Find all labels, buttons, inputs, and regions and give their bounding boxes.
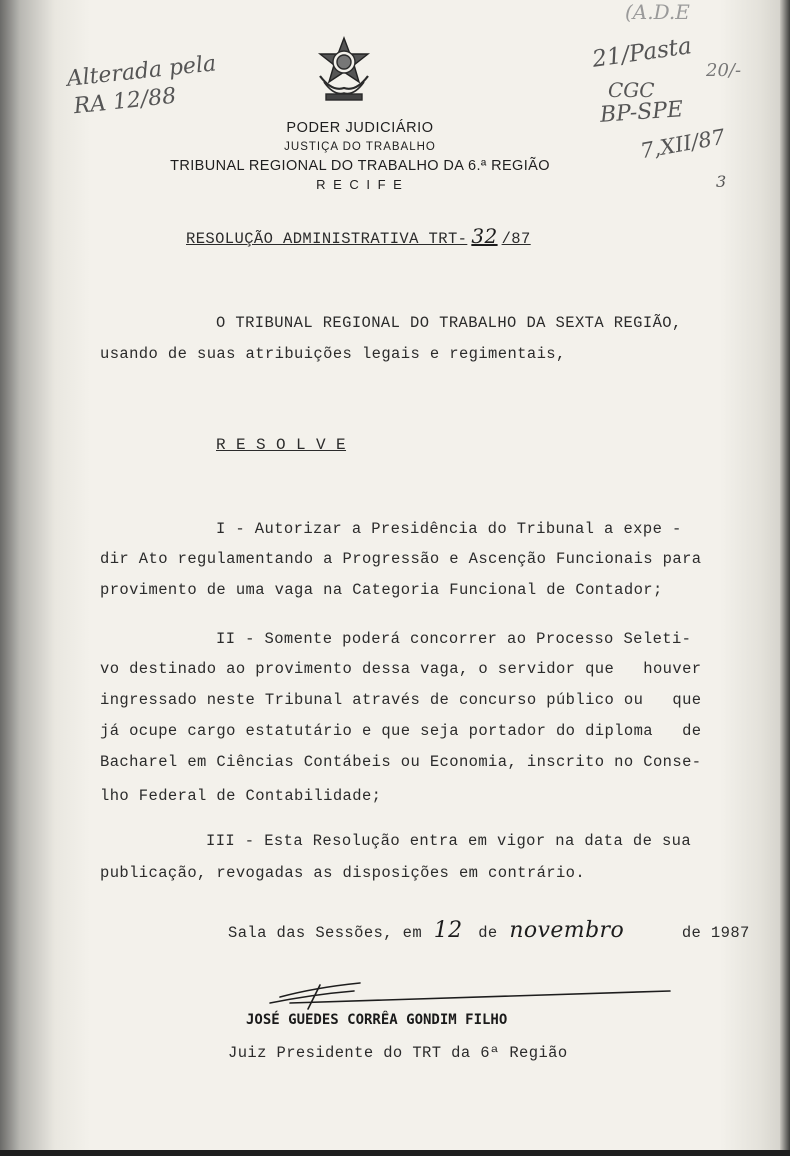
title-prefix: RESOLUÇÃO ADMINISTRATIVA TRT-: [186, 230, 468, 248]
margin-note-top-right-1: 21/Pasta: [590, 33, 694, 73]
margin-note-top-right-4: 7,XII/87: [638, 124, 727, 164]
margin-note-top-right-faint: (A.D.E: [625, 0, 690, 24]
resolve-heading: R E S O L V E: [216, 436, 347, 454]
item1-line-2: dir Ato regulamentando a Progressão e Ascenção Funcionais para: [100, 550, 702, 568]
item2-line-6: lho Federal de Contabilidade;: [100, 787, 382, 805]
item2-line-5: Bacharel em Ciências Contábeis ou Economia, inscrito no Conse-: [100, 753, 702, 771]
closing-day: 12: [433, 918, 463, 943]
margin-note-line: Alterada pela: [65, 51, 218, 92]
closing-month: novembro: [509, 918, 625, 943]
item3-line-2: publicação, revogadas as disposições em contrário.: [100, 864, 586, 882]
page-mark: 3: [716, 172, 727, 191]
header-recife: R E C I F E: [316, 177, 404, 192]
closing-line: [228, 918, 750, 943]
closing-year: de 1987: [681, 924, 750, 942]
intro-line-2: usando de suas atribuições legais e regimentais,: [100, 345, 566, 363]
page-edge-shadow: [780, 0, 790, 1156]
header-tribunal: TRIBUNAL REGIONAL DO TRABALHO DA 6.ª REGIÃO: [170, 158, 550, 174]
title-suffix: /87: [501, 230, 531, 248]
margin-note-top-right-2: CGC: [608, 78, 655, 102]
margin-note-top-right-3: BP-SPE: [599, 97, 684, 128]
title-number: 32: [471, 224, 498, 248]
page-bottom-edge: [0, 1150, 790, 1156]
coat-of-arms-emblem: [314, 36, 374, 106]
margin-note-top-right-small: 20/-: [706, 60, 742, 81]
header-poder-judiciario: PODER JUDICIÁRIO: [286, 120, 434, 136]
item2-line-2: vo destinado ao provimento dessa vaga, o servidor que houver: [100, 660, 702, 678]
header-block: [140, 118, 580, 194]
item1-line-1: I - Autorizar a Presidência do Tribunal a expe -: [216, 520, 682, 538]
closing-prefix: Sala das Sessões, em: [228, 924, 423, 942]
header-justica-do-trabalho: JUSTIÇA DO TRABALHO: [284, 141, 436, 153]
item3-line-1: III - Esta Resolução entra em vigor na data de sua: [206, 832, 692, 850]
resolution-title: [186, 224, 531, 248]
margin-note-line: RA 12/88: [72, 83, 178, 120]
item2-line-1: II - Somente poderá concorrer ao Processo Seleti-: [216, 630, 692, 648]
intro-line-1: O TRIBUNAL REGIONAL DO TRABALHO DA SEXTA REGIÃO,: [216, 314, 682, 332]
item2-line-3: ingressado neste Tribunal através de concurso público ou que: [100, 691, 702, 709]
margin-note-top-left: [65, 50, 220, 121]
handwritten-signature: [250, 975, 690, 1015]
signer-name: JOSÉ GUEDES CORRÊA GONDIM FILHO: [246, 1012, 508, 1028]
signer-role: Juiz Presidente do TRT da 6ª Região: [228, 1044, 568, 1062]
item1-line-3: provimento de uma vaga na Categoria Funcional de Contador;: [100, 581, 663, 599]
closing-de: de: [478, 924, 498, 942]
item2-line-4: já ocupe cargo estatutário e que seja portador do diploma de: [100, 722, 702, 740]
